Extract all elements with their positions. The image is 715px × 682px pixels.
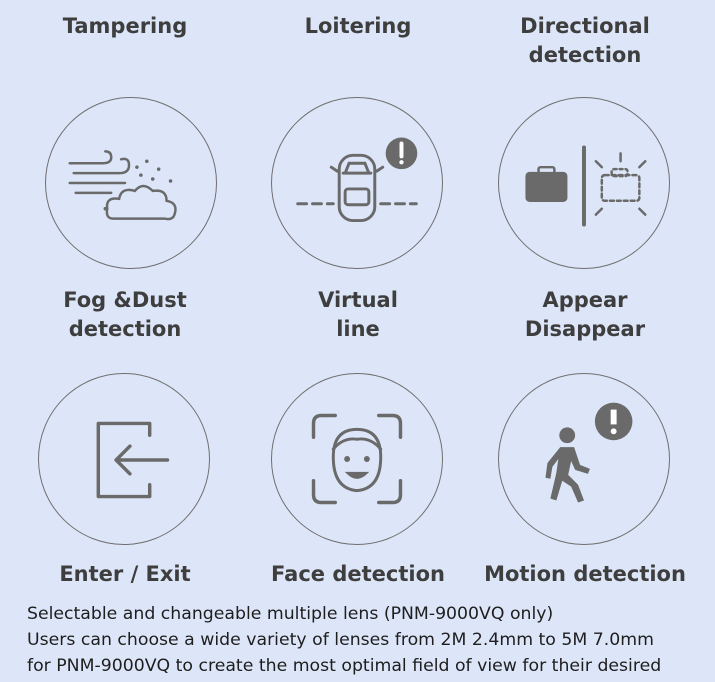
description-line-1: Selectable and changeable multiple lens (PNM-9000VQ only): [27, 604, 554, 624]
label-virtual-line: Virtual line: [318, 288, 398, 341]
enter-exit-icon: [38, 373, 210, 545]
label-loitering: Loitering: [304, 14, 412, 38]
description-line-2: Users can choose a wide variety of lenses from 2M 2.4mm to 5M 7.0mm: [27, 630, 654, 650]
label-motion-detection: Motion detection: [484, 562, 686, 586]
motion-detection-icon: [498, 373, 670, 545]
label-fog-dust-detection: Fog &Dust detection: [63, 288, 187, 341]
description-line-3: for PNM-9000VQ to create the most optimal field of view for their desired: [27, 656, 662, 676]
label-directional-detection: Directional detection: [520, 14, 650, 67]
description-text: [27, 601, 707, 679]
label-tampering: Tampering: [62, 14, 188, 38]
appear-disappear-icon: [498, 97, 670, 269]
face-detection-icon: [271, 373, 443, 545]
label-appear-disappear: Appear Disappear: [524, 288, 646, 341]
label-enter-exit: Enter / Exit: [59, 562, 191, 586]
fog-dust-icon: [45, 97, 217, 269]
label-face-detection: Face detection: [271, 562, 445, 586]
car-virtual-line-icon: [271, 97, 443, 269]
